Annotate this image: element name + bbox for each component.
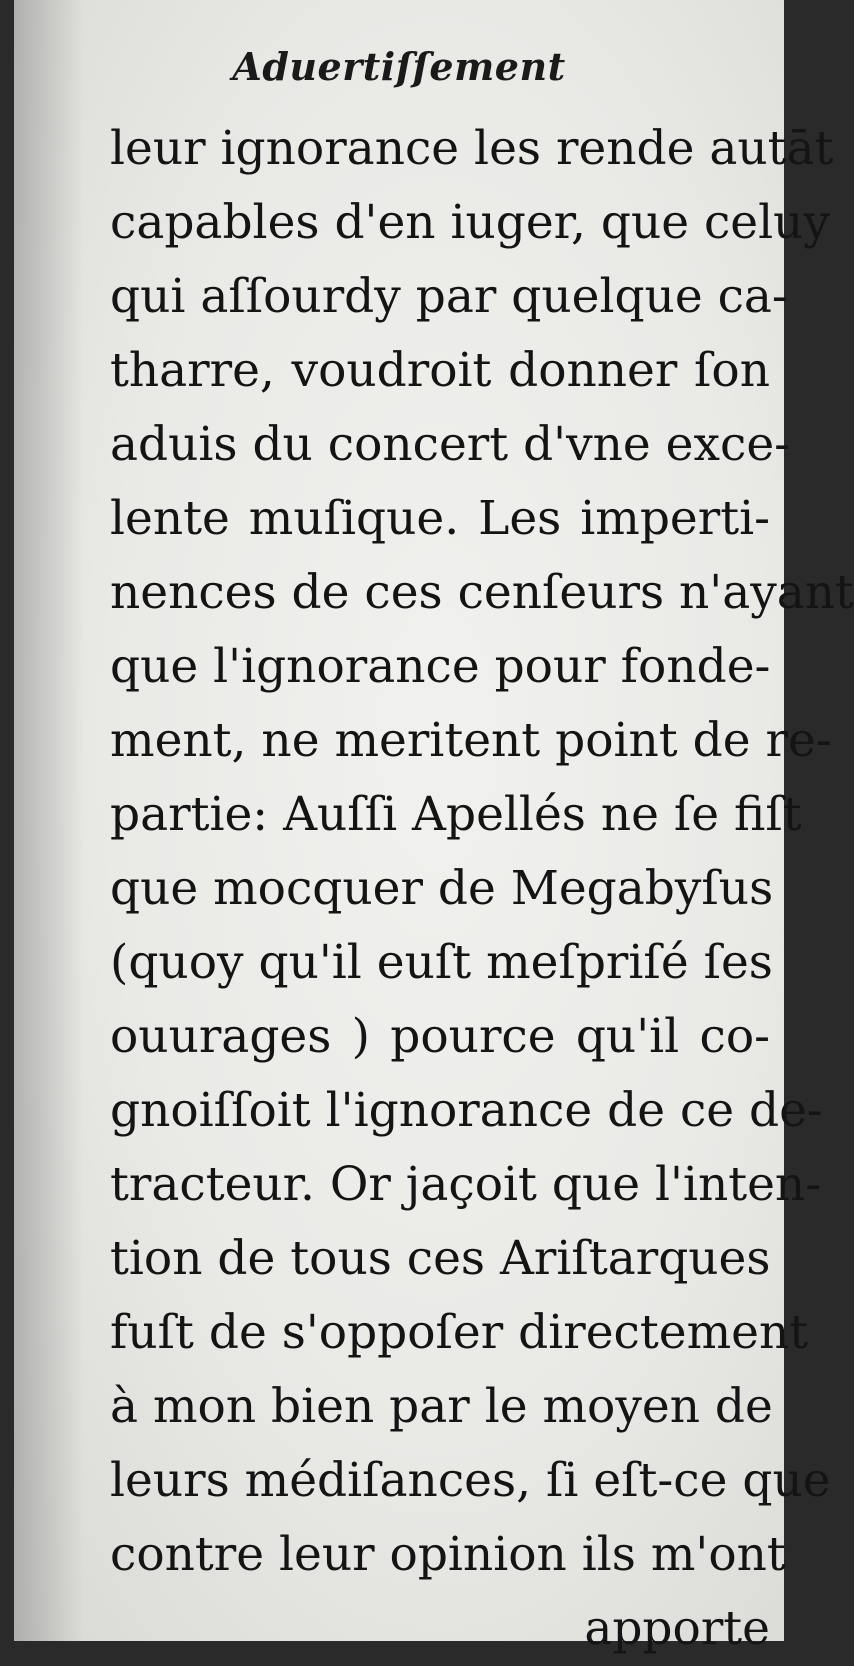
text-line: capables d'en iuger, que celuy bbox=[110, 195, 830, 250]
text-line: que l'ignorance pour fonde- bbox=[110, 639, 771, 694]
text-line: leurs médiſances, ſi eſt-ce que bbox=[110, 1453, 831, 1508]
text-line: tracteur. Or jaçoit que l'inten- bbox=[110, 1157, 822, 1212]
text-line: aduis du concert d'vne exce- bbox=[110, 417, 791, 472]
text-line: partie: Auſſi Apellés ne ſe fiſt bbox=[110, 787, 802, 842]
text-line: gnoiſſoit l'ignorance de ce de- bbox=[110, 1083, 823, 1138]
text-line: qui aſſourdy par quelque ca- bbox=[110, 269, 788, 324]
text-line: ouurages ) pource qu'il co- bbox=[110, 1009, 770, 1064]
text-line: lente muſique. Les imperti- bbox=[110, 491, 770, 546]
text-line: tharre, voudroit donner ſon bbox=[110, 343, 770, 398]
running-head: Aduertiſſement bbox=[232, 44, 566, 89]
text-line: contre leur opinion ils m'ont bbox=[110, 1527, 786, 1582]
text-line: fuſt de s'oppoſer directement bbox=[110, 1305, 809, 1360]
text-line: à mon bien par le moyen de bbox=[110, 1379, 773, 1434]
text-line: nences de ces cenſeurs n'ayant bbox=[110, 565, 854, 620]
text-line: leur ignorance les rende autāt bbox=[110, 121, 834, 176]
catchword: apporte bbox=[584, 1601, 770, 1656]
book-page bbox=[14, 0, 854, 1656]
text-line: tion de tous ces Ariſtarques bbox=[110, 1231, 771, 1286]
body-text bbox=[110, 112, 854, 1666]
text-line: (quoy qu'il euſt meſpriſé ſes bbox=[110, 935, 773, 990]
text-line: que mocquer de Megabyſus bbox=[110, 861, 774, 916]
text-line: ment, ne meritent point de re- bbox=[110, 713, 832, 768]
